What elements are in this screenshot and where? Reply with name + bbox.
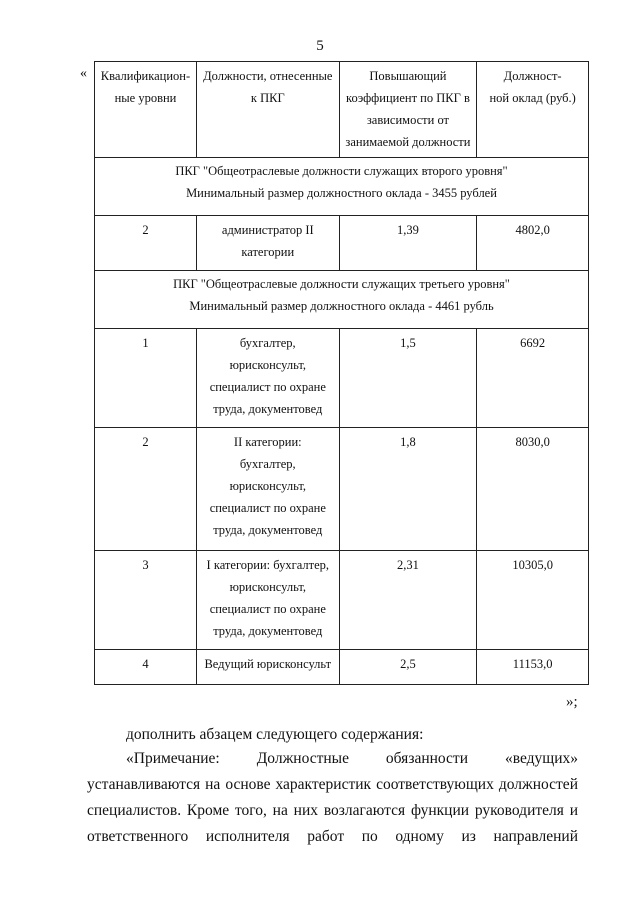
group-min-salary: Минимальный размер должностного оклада - 3455 рублей xyxy=(186,186,497,200)
level-cell: 3 xyxy=(95,551,197,650)
header-salary: Должност- ной оклад (руб.) xyxy=(477,62,589,158)
level-cell: 2 xyxy=(95,428,197,551)
note-line: «Примечание: Должностные обязанности «ведущих» xyxy=(126,750,578,767)
salary-cell: 8030,0 xyxy=(477,428,589,551)
opening-quote: « xyxy=(80,66,87,81)
level-cell: 4 xyxy=(95,650,197,685)
header-positions: Должности, отнесенные к ПКГ xyxy=(196,62,339,158)
group-title: ПКГ "Общеотраслевые должности служащих третьего уровня" xyxy=(173,277,510,291)
coefficient-cell: 1,8 xyxy=(339,428,477,551)
group-min-salary: Минимальный размер должностного оклада - 4461 рубль xyxy=(189,299,494,313)
note-line: специалистов. Кроме того, на них возлагаются функции руководителя и xyxy=(87,802,578,819)
table-row xyxy=(95,428,589,551)
salary-cell: 4802,0 xyxy=(477,216,589,271)
position-cell: бухгалтер, юрисконсульт, специалист по охране труда, документовед xyxy=(196,329,339,428)
coefficient-cell: 2,31 xyxy=(339,551,477,650)
level-cell: 2 xyxy=(95,216,197,271)
closing-quote: »; xyxy=(566,694,578,710)
group-header-second-level xyxy=(95,158,589,216)
position-cell: II категории: бухгалтер, юрисконсульт, специалист по охране труда, документовед xyxy=(196,428,339,551)
level-cell: 1 xyxy=(95,329,197,428)
page-number: 5 xyxy=(316,38,324,54)
salary-cell: 6692 xyxy=(477,329,589,428)
note-line: устанавливаются на основе характеристик соответствующих должностей xyxy=(87,776,578,793)
coefficient-cell: 2,5 xyxy=(339,650,477,685)
group-title: ПКГ "Общеотраслевые должности служащих второго уровня" xyxy=(175,164,508,178)
salary-cell: 11153,0 xyxy=(477,650,589,685)
table-header-row xyxy=(95,62,589,158)
header-qualification-level: Квалификацион- ные уровни xyxy=(95,62,197,158)
paragraph-note xyxy=(87,746,578,850)
table-row xyxy=(95,329,589,428)
salary-cell: 10305,0 xyxy=(477,551,589,650)
position-cell: I категории: бухгалтер, юрисконсульт, специалист по охране труда, документовед xyxy=(196,551,339,650)
position-cell: администратор II категории xyxy=(196,216,339,271)
position-cell: Ведущий юрисконсульт xyxy=(196,650,339,685)
paragraph-amendment-intro: дополнить абзацем следующего содержания: xyxy=(126,726,424,743)
group-title-cell xyxy=(95,158,589,216)
group-header-third-level xyxy=(95,271,589,329)
note-line: ответственного исполнителя работ по одному из направлений xyxy=(87,828,578,845)
header-coefficient: Повышающий коэффициент по ПКГ в зависимости от занимаемой должности xyxy=(339,62,477,158)
group-title-cell xyxy=(95,271,589,329)
coefficient-cell: 1,5 xyxy=(339,329,477,428)
coefficient-cell: 1,39 xyxy=(339,216,477,271)
salary-table xyxy=(94,61,589,685)
table-row xyxy=(95,650,589,685)
table-row xyxy=(95,551,589,650)
table-row xyxy=(95,216,589,271)
